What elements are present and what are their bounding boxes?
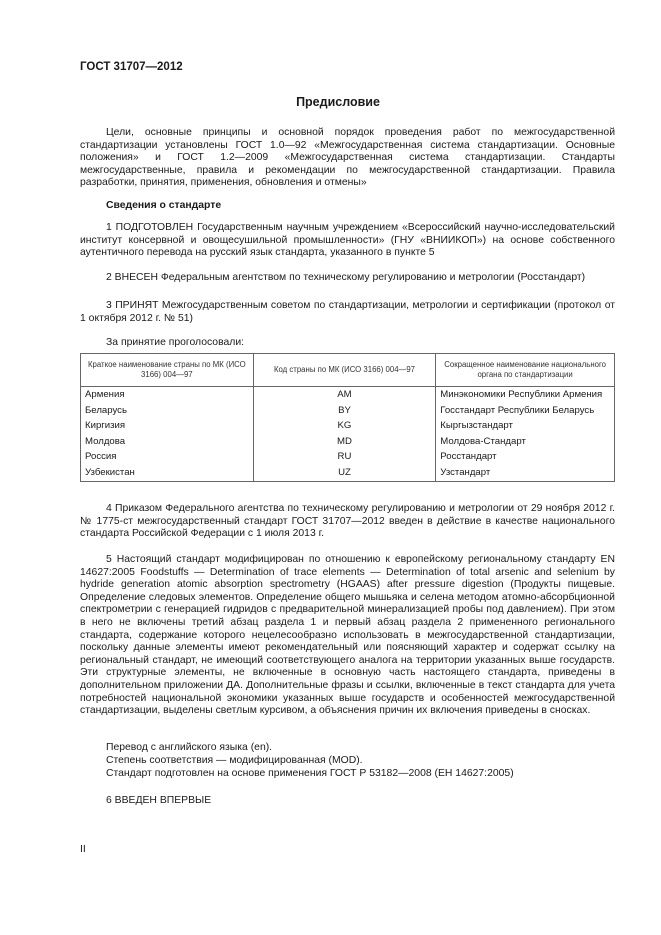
cell-body: Росстандарт (436, 449, 615, 465)
cell-country: Узбекистан (81, 465, 254, 481)
cell-country: Беларусь (81, 403, 254, 419)
cell-country: Армения (81, 387, 254, 403)
cell-code: UZ (253, 465, 436, 481)
translation-note: Перевод с английского языка (en). (106, 742, 273, 753)
intro-paragraph: Цели, основные принципы и основной порядок проведения работ по межгосударственной стандартизации установлены ГОСТ 1.0—92 «Межгосударственная система стандартизации. Основные положения» и ГОСТ 1.2—2009 «Межгосударственная система стандартизации. Стандарты межгосударственные, правила и рекомендации по межгосударственной стандартизации. Правила разработки, принятия, применения, обновления и отмены» (80, 127, 615, 189)
item-3-paragraph: 3 ПРИНЯТ Межгосударственным советом по стандартизации, метрологии и сертификации (протокол от 1 октября 2012 г. № 51) (80, 300, 615, 324)
item-5-paragraph: 5 Настоящий стандарт модифицирован по отношению к европейскому региональному стандарту EN 14627:2005 Foodstuffs — Determination of trace elements — Determination of total arsenic and selenium by hydride generation atomic absorption spectrometry (HGAAS) after pressure digestion (Продукты пищевые. Определение следовых элементов. Определение общего мышьяка и селена методом атомно-абсорбционной спектрометрии с генерацией гидридов с предварительной минерализацией пробы под давлением). При этом в него не включены третий абзац раздела 1 и первый абзац раздела 2 примененного регионального стандарта, содержание которого нецелесообразно использовать в межгосударственной стандартизации, поскольку данные элементы имеют рекомендательный или поясняющий характер и содержат ссылку на региональный стандарт, не имеющий соответствующего аналога на территории указанных выше государств. Эти структурные элементы, не включенные в основную часть настоящего стандарта, приведены в дополнительном приложении ДА. Дополнительные фразы и ссылки, включенные в текст стандарта для учета потребностей национальной экономики указанных выше государств и особенностей межгосударственной стандартизации, выделены светлым курсивом, а объяснения причин их включения приведены в сносках. (80, 554, 615, 717)
cell-body: Минэкономики Республики Армения (436, 387, 615, 403)
header-code: Код страны по МК (ИСО 3166) 004—97 (253, 354, 436, 387)
info-heading: Сведения о стандарте (106, 200, 222, 211)
cell-code: RU (253, 449, 436, 465)
cell-country: Россия (81, 449, 254, 465)
cell-code: BY (253, 403, 436, 419)
cell-country: Киргизия (81, 418, 254, 434)
item-6-paragraph: 6 ВВЕДЕН ВПЕРВЫЕ (106, 795, 212, 806)
table-row (81, 434, 615, 450)
prepared-note: Стандарт подготовлен на основе применения ГОСТ Р 53182—2008 (ЕН 14627:2005) (106, 768, 514, 779)
cell-country: Молдова (81, 434, 254, 450)
item-4-paragraph: 4 Приказом Федерального агентства по техническому регулированию и метрологии от 29 ноября 2012 г. № 1775-ст межгосударственный стандарт ГОСТ 31707—2012 введен в действие в качестве национального стандарта Российской Федерации с 1 июля 2013 г. (80, 503, 615, 540)
page-title: Предисловие (296, 95, 380, 109)
table-row (81, 465, 615, 481)
voting-table (80, 353, 615, 482)
cell-code: AM (253, 387, 436, 403)
item-1-paragraph: 1 ПОДГОТОВЛЕН Государственным научным учреждением «Всероссийский научно-исследовательский институт консервной и овощесушильной промышленности» (ГНУ «ВНИИКОП») на основе собственного аутентичного перевода на русский язык стандарта, указанного в пункте 5 (80, 222, 615, 259)
cell-body: Кыргызстандарт (436, 418, 615, 434)
cell-body: Узстандарт (436, 465, 615, 481)
conformity-note: Степень соответствия — модифицированная (MOD). (106, 755, 363, 766)
header-body: Сокращенное наименование национального органа по стандартизации (436, 354, 615, 387)
table-row (81, 449, 615, 465)
table-row (81, 403, 615, 419)
cell-body: Молдова-Стандарт (436, 434, 615, 450)
cell-code: KG (253, 418, 436, 434)
page-number: II (80, 843, 86, 855)
document-code: ГОСТ 31707—2012 (80, 61, 183, 73)
table-header-row (81, 354, 615, 387)
voted-label: За принятие проголосовали: (106, 337, 245, 348)
table-row (81, 418, 615, 434)
cell-body: Госстандарт Республики Беларусь (436, 403, 615, 419)
header-country: Краткое наименование страны по МК (ИСО 3166) 004—97 (81, 354, 254, 387)
cell-code: MD (253, 434, 436, 450)
item-2-paragraph: 2 ВНЕСЕН Федеральным агентством по техническому регулированию и метрологии (Росстандарт) (106, 272, 586, 283)
table-row (81, 387, 615, 403)
